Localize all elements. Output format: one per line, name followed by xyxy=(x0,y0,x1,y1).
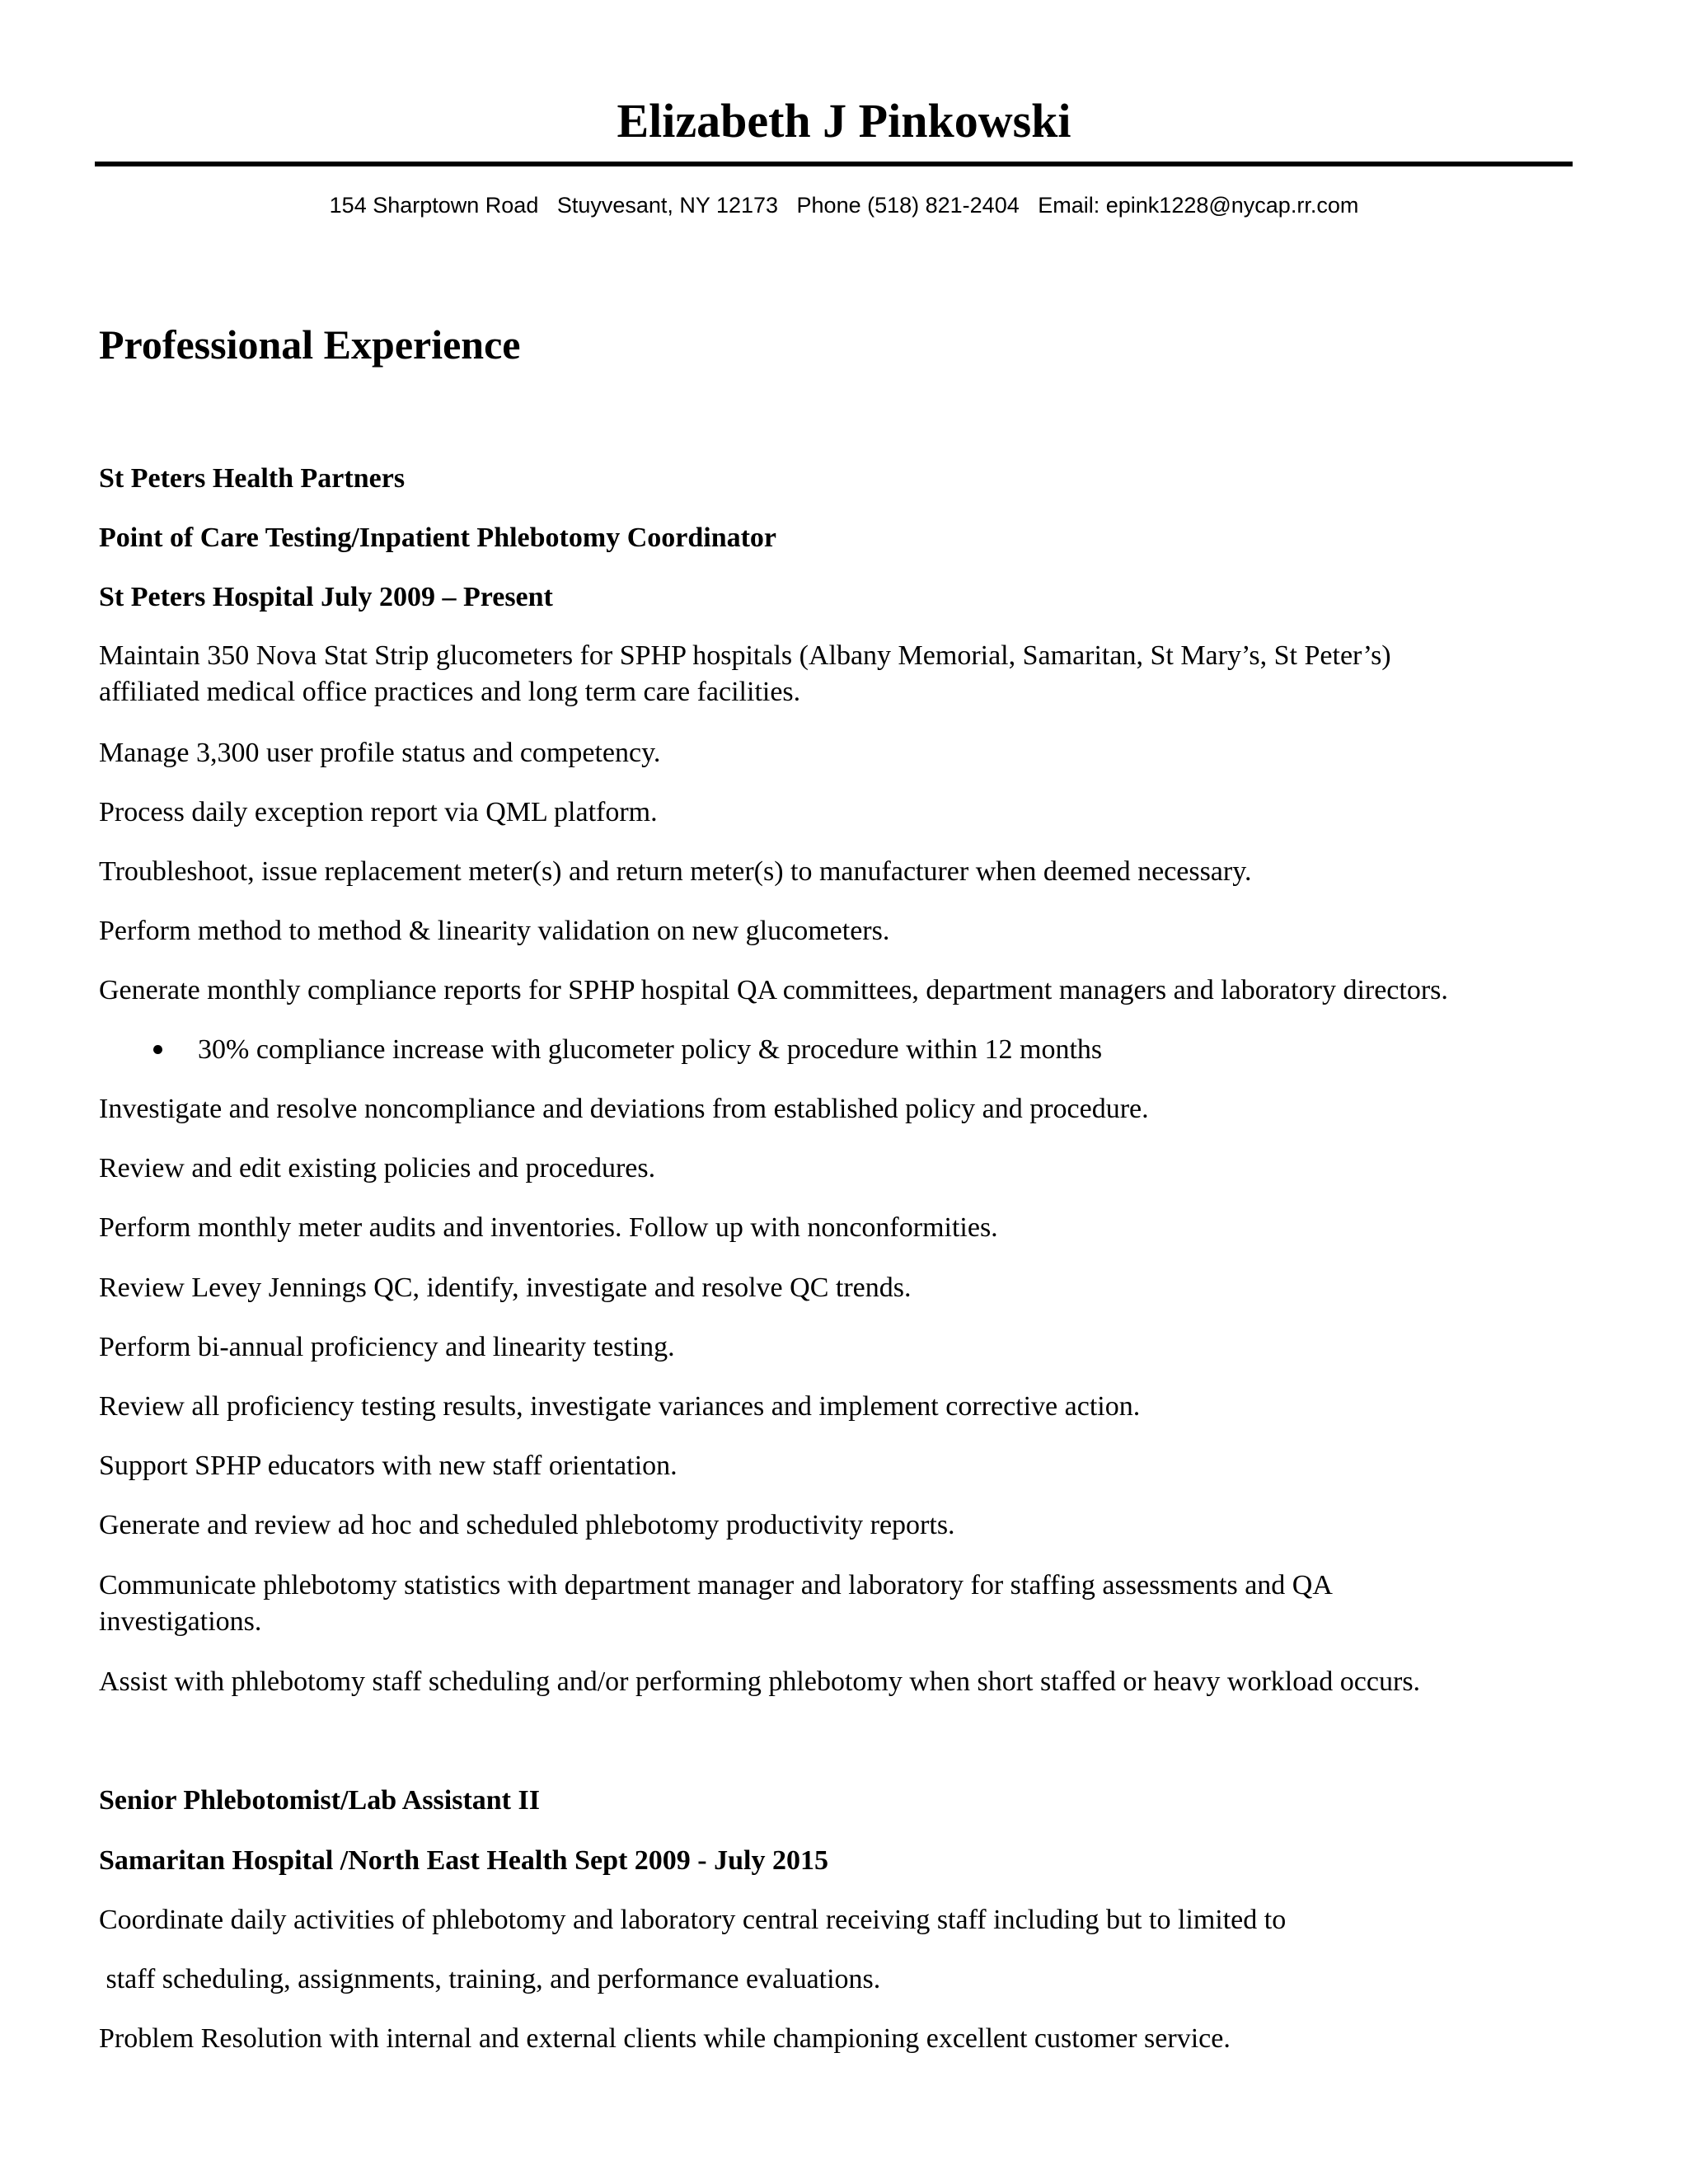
job1-duty-2: Manage 3,300 user profile status and competency. xyxy=(99,738,661,768)
job1-location-dates: St Peters Hospital July 2009 – Present xyxy=(99,582,553,612)
job1-duty-9: Perform monthly meter audits and inventories. Follow up with nonconformities. xyxy=(99,1212,998,1243)
job1-duty-16: Assist with phlebotomy staff scheduling and/or performing phlebotomy when short staffed or heavy workload occurs. xyxy=(99,1666,1421,1697)
job1-title: Point of Care Testing/Inpatient Phlebotomy Coordinator xyxy=(99,523,777,553)
job2-duty-2: Problem Resolution with internal and external clients while championing excellent customer service. xyxy=(99,2023,1231,2054)
section-title-professional-experience: Professional Experience xyxy=(99,321,521,368)
job1-duty-13: Support SPHP educators with new staff orientation. xyxy=(99,1451,678,1481)
job1-duty-15-line2: investigations. xyxy=(99,1606,262,1637)
job1-duty-10: Review Levey Jennings QC, identify, investigate and resolve QC trends. xyxy=(99,1272,912,1303)
job1-duty-8: Review and edit existing policies and procedures. xyxy=(99,1153,656,1183)
bullet-icon xyxy=(153,1045,162,1054)
job1-duty-1-line2: affiliated medical office practices and long term care facilities. xyxy=(99,677,801,707)
job1-duty-11: Perform bi-annual proficiency and linearity testing. xyxy=(99,1332,675,1362)
job2-location-dates: Samaritan Hospital /North East Health Sept 2009 - July 2015 xyxy=(99,1845,828,1876)
job1-duty-4: Troubleshoot, issue replacement meter(s) and return meter(s) to manufacturer when deemed necessary. xyxy=(99,856,1252,887)
job1-bullet-1: 30% compliance increase with glucometer policy & procedure within 12 months xyxy=(198,1034,1103,1065)
header-divider xyxy=(95,162,1573,166)
job1-duty-15-line1: Communicate phlebotomy statistics with department manager and laboratory for staffing assessments and QA xyxy=(99,1570,1333,1601)
job1-duty-14: Generate and review ad hoc and scheduled phlebotomy productivity reports. xyxy=(99,1510,955,1540)
job1-duty-6: Generate monthly compliance reports for SPHP hospital QA committees, department managers and laboratory directors. xyxy=(99,975,1448,1005)
job1-duty-7: Investigate and resolve noncompliance and deviations from established policy and procedure. xyxy=(99,1094,1149,1124)
contact-info: 154 Sharptown Road Stuyvesant, NY 12173 Phone (518) 821-2404 Email: epink1228@nycap.rr.com xyxy=(329,193,1359,218)
job1-organization: St Peters Health Partners xyxy=(99,463,406,494)
job1-duty-12: Review all proficiency testing results, investigate variances and implement corrective action. xyxy=(99,1391,1141,1422)
job1-duty-3: Process daily exception report via QML platform. xyxy=(99,797,658,827)
job1-duty-5: Perform method to method & linearity validation on new glucometers. xyxy=(99,916,890,946)
job2-title: Senior Phlebotomist/Lab Assistant II xyxy=(99,1785,540,1816)
job2-duty-1-cont: staff scheduling, assignments, training, and performance evaluations. xyxy=(99,1964,881,1994)
job1-duty-1-line1: Maintain 350 Nova Stat Strip glucometers for SPHP hospitals (Albany Memorial, Samaritan, St Mary’s, St Peter’s) xyxy=(99,640,1391,671)
candidate-name: Elizabeth J Pinkowski xyxy=(617,94,1071,148)
job2-duty-1: Coordinate daily activities of phlebotomy and laboratory central receiving staff including but to limited to xyxy=(99,1905,1287,1935)
